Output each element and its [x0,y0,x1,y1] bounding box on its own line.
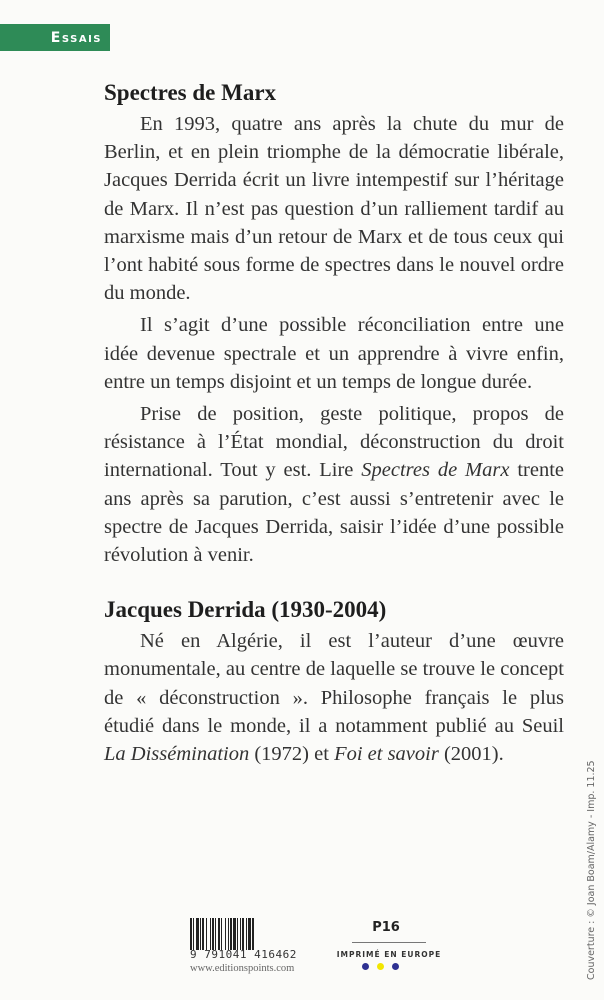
author-heading: Jacques Derrida (1930-2004) [104,597,387,623]
back-cover-text [104,78,564,768]
summary-paragraph-2: Il s’agit d’une possible réconciliation entre une idée devenue spectrale et un apprendre à vivre enfin, entre un temps disjoint et un temps de longue durée. [104,314,564,393]
summary-paragraph-3 [104,400,564,569]
book-title: Spectres de Marx [104,80,277,105]
eu-dots-icon [362,963,399,970]
book-title-italic: Spectres de Marx [361,459,510,482]
summary-paragraph-1: En 1993, quatre ans après la chute du mur de Berlin, et en plein triomphe de la démocratie libérale, Jacques Derrida écrit un livre intempestif sur l’héritage de Marx. Il n’est pas question d’un ralliement tardif au marxisme mais d’un retour de Marx et de tous ceux qui l’ont habité sous forme de spectres dans le nouvel ordre du monde. [104,113,564,305]
bio-text-c: (2001). [438,743,504,766]
printed-in-label: IMPRIMÉ EN EUROPE [336,950,442,959]
author-section [104,595,564,768]
section-band-essais [0,24,110,51]
price-code: P16 [372,920,400,935]
p3-text-a: Prise de position, geste politique, propos de résistance à l’État mondial, déconstruction du droit international. Tout y est. Lire [104,403,564,482]
publisher-website: www.editionspoints.com [190,963,295,974]
isbn-number: 9 791041 416462 [190,948,297,961]
bio-text-b: (1972) et [249,743,335,766]
author-bio [104,627,564,768]
barcode-icon [190,918,302,950]
dot-icon [362,963,369,970]
dot-icon [377,963,384,970]
p3-text-b: trente ans après sa parution, c’est aussi s’entretenir avec le spectre de Jacques Derrida, saisir l’idée d’une possible révolution à venir. [104,459,565,567]
bio-text-a: Né en Algérie, il est l’auteur d’une œuvre monumentale, au centre de laquelle se trouve le concept de « déconstruction ». Philosophe français le plus étudié dans le monde, il a notamment publié au Seuil [104,630,564,737]
work-title-2: Foi et savoir [334,743,439,766]
dot-icon [392,963,399,970]
back-cover-footer [190,918,450,993]
section-label: Essais [50,29,102,46]
divider [352,942,426,943]
work-title-1: La Dissémination [104,743,250,766]
cover-credit: Couverture : © Joan Boam/Alamy - Imp. 11.25 [586,760,597,980]
